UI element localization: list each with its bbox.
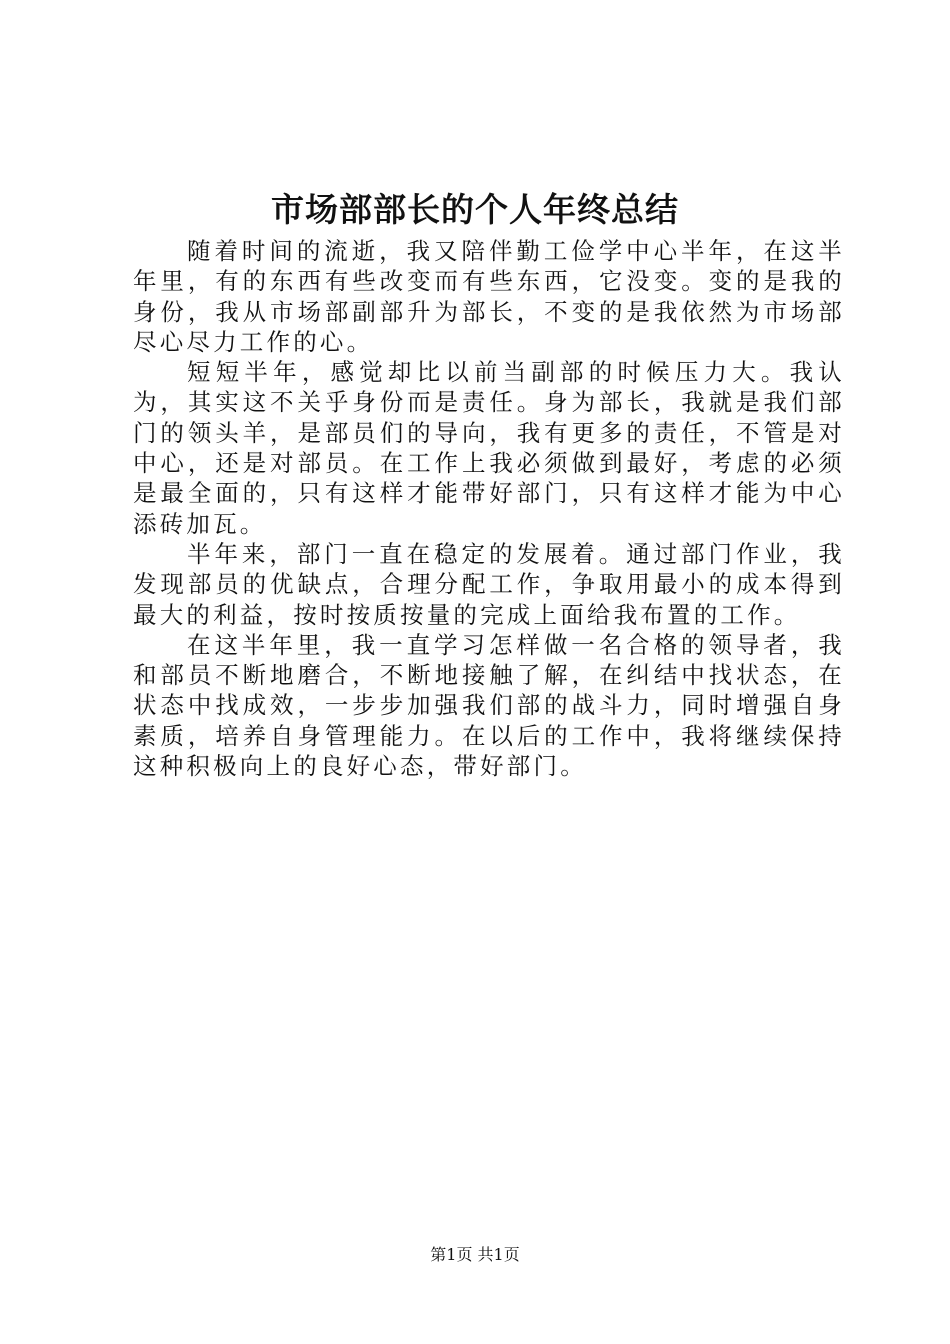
paragraph-1: 随着时间的流逝，我又陪伴勤工俭学中心半年，在这半年里，有的东西有些改变而有些东西，它没变。变的是我的身份，我从市场部副部升为部长，不变的是我依然为市场部尽心尽力工作的心。 bbox=[133, 237, 845, 356]
paragraph-4: 在这半年里，我一直学习怎样做一名合格的领导者，我和部员不断地磨合，不断地接触了解，在纠结中找状态，在状态中找成效，一步步加强我们部的战斗力，同时增强自身素质，培养自身管理能力。在以后的工作中，我将继续保持这种积极向上的良好心态，带好部门。 bbox=[133, 630, 845, 781]
paragraph-2: 短短半年，感觉却比以前当副部的时候压力大。我认为，其实这不关乎身份而是责任。身为部长，我就是我们部门的领头羊，是部员们的导向，我有更多的责任，不管是对中心，还是对部员。在工作上我必须做到最好，考虑的必须是最全面的，只有这样才能带好部门，只有这样才能为中心添砖加瓦。 bbox=[133, 358, 845, 538]
document-body bbox=[133, 236, 845, 781]
page-number-footer: 第1页 共1页 bbox=[430, 1245, 520, 1264]
paragraph-3: 半年来，部门一直在稳定的发展着。通过部门作业，我发现部员的优缺点，合理分配工作，争取用最小的成本得到最大的利益，按时按质按量的完成上面给我布置的工作。 bbox=[133, 539, 845, 629]
document-title: 市场部部长的个人年终总结 bbox=[271, 190, 679, 229]
